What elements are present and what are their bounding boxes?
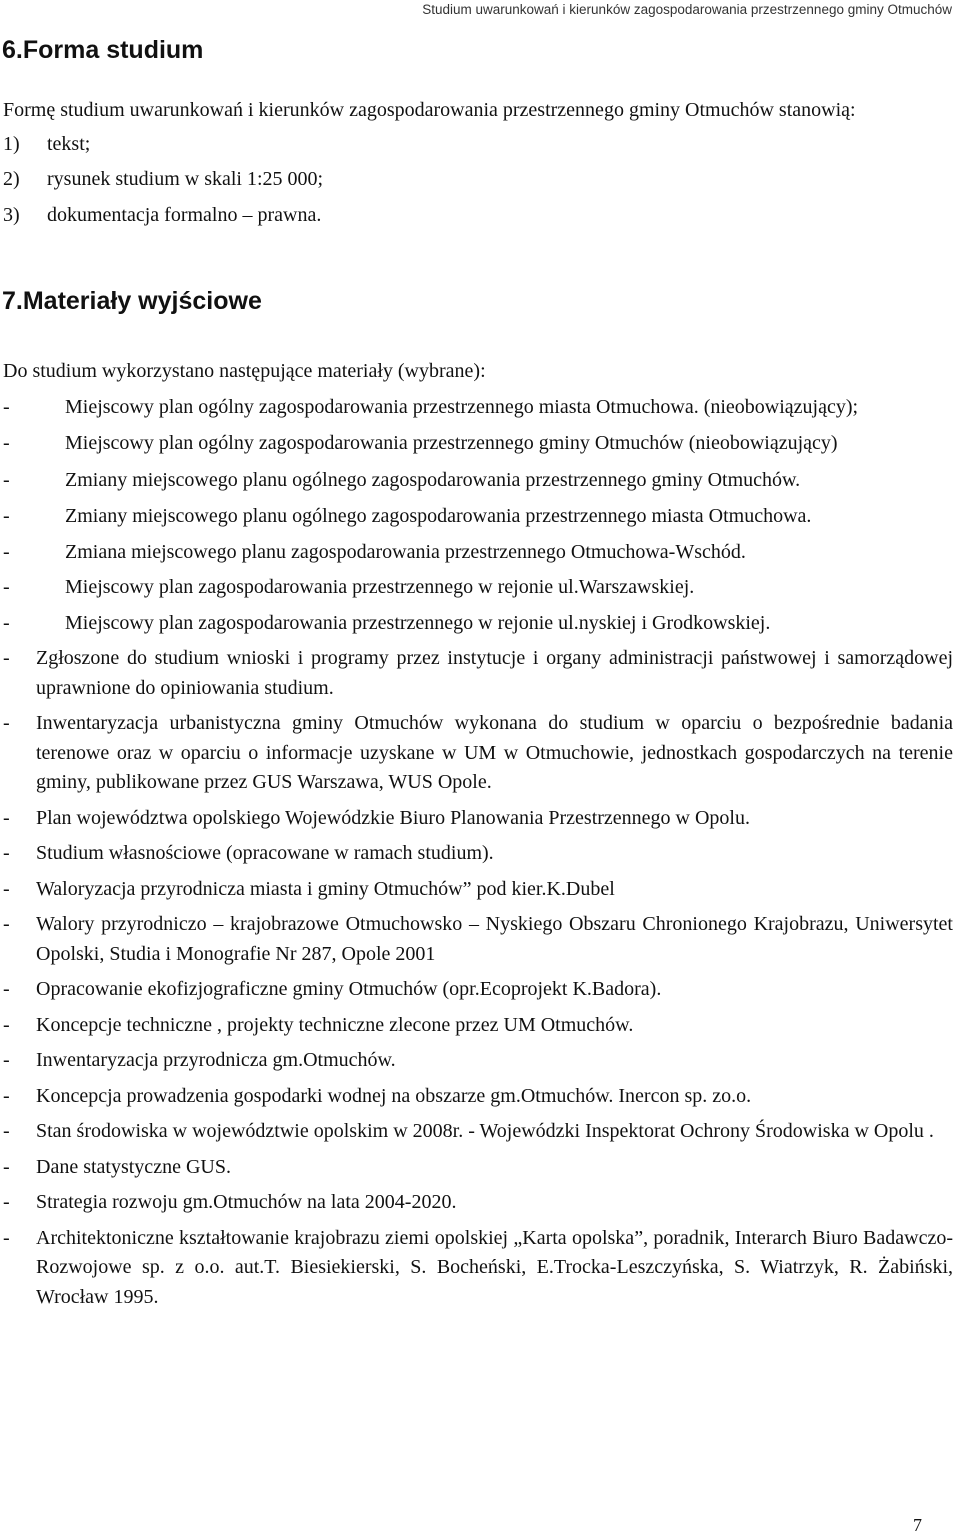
form-list-item xyxy=(3,165,953,195)
list-item-text: Inwentaryzacja urbanistyczna gminy Otmuchów wykonana do studium w oparciu o bezpośrednie badania terenowe oraz w oparciu o informacje uzyskane w UM w Otmuchowie, jednostkach gospodarczych na terenie gminy, publikowane przez GUS Warszawa, WUS Opole. xyxy=(36,712,953,793)
bullet-dash: - xyxy=(3,1120,10,1142)
bullet-dash: - xyxy=(3,806,10,829)
list-item xyxy=(3,573,953,603)
list-item-text: Inwentaryzacja przyrodnicza gm.Otmuchów. xyxy=(36,1049,396,1071)
list-item-text: Stan środowiska w województwie opolskim w 2008r. - Wojewódzki Inspektorat Ochrony Środowiska w Opolu . xyxy=(36,1120,934,1142)
bullet-dash: - xyxy=(3,1191,10,1213)
bullet-dash: - xyxy=(3,1049,10,1071)
list-item-text: Opracowanie ekofizjograficzne gminy Otmuchów (opr.Ecoprojekt K.Badora). xyxy=(36,978,662,1000)
section-7-intro: Do studium wykorzystano następujące materiały (wybrane): xyxy=(3,360,486,382)
running-header: Studium uwarunkowań i kierunków zagospodarowania przestrzennego gminy Otmuchów xyxy=(422,2,952,17)
list-item xyxy=(3,804,953,834)
bullet-dash: - xyxy=(3,842,10,864)
bullet-dash: - xyxy=(3,1226,10,1249)
form-list-item xyxy=(3,201,953,231)
list-item xyxy=(3,975,953,1005)
bullet-dash: - xyxy=(3,913,10,935)
list-item xyxy=(3,1011,953,1041)
form-list-item xyxy=(3,130,953,160)
form-list xyxy=(3,130,953,231)
bullet-dash: - xyxy=(3,432,10,454)
list-item xyxy=(3,1117,953,1147)
list-item-text: Koncepcja prowadzenia gospodarki wodnej na obszarze gm.Otmuchów. Inercon sp. zo.o. xyxy=(36,1084,752,1107)
bullet-dash: - xyxy=(3,1084,10,1107)
bullet-dash: - xyxy=(3,1155,10,1178)
list-item xyxy=(3,1046,953,1076)
bullet-dash: - xyxy=(3,505,10,527)
page-number: 7 xyxy=(913,1515,922,1535)
list-item-text: Miejscowy plan ogólny zagospodarowania przestrzennego miasta Otmuchowa. (nieobowiązujący); xyxy=(65,395,859,418)
list-item-text: Miejscowy plan ogólny zagospodarowania przestrzennego gminy Otmuchów (nieobowiązujący) xyxy=(65,432,838,454)
item-number: 1) xyxy=(3,132,20,155)
list-item-text: Plan województwa opolskiego Wojewódzkie Biuro Planowania Przestrzennego w Opolu. xyxy=(36,806,750,829)
list-item-text: Zmiany miejscowego planu ogólnego zagospodarowania przestrzennego gminy Otmuchów. xyxy=(65,468,801,491)
item-text: dokumentacja formalno – prawna. xyxy=(47,203,322,226)
section-6-heading: 6.Forma studium xyxy=(2,36,204,64)
list-item-text: Koncepcje techniczne , projekty techniczne zlecone przez UM Otmuchów. xyxy=(36,1013,634,1036)
list-item xyxy=(3,502,953,532)
bullet-dash: - xyxy=(3,576,10,598)
list-item-text: Waloryzacja przyrodnicza miasta i gminy Otmuchów” pod kier.K.Dubel xyxy=(36,877,615,900)
list-item-text: Strategia rozwoju gm.Otmuchów na lata 2004-2020. xyxy=(36,1191,457,1213)
section-7-heading: 7.Materiały wyjściowe xyxy=(2,287,262,315)
bullet-dash: - xyxy=(3,611,10,634)
bullet-dash: - xyxy=(3,1013,10,1036)
list-item xyxy=(3,709,953,798)
list-item xyxy=(3,609,953,639)
bullet-dash: - xyxy=(3,712,10,734)
bullet-dash: - xyxy=(3,540,10,563)
list-item-text: Miejscowy plan zagospodarowania przestrzennego w rejonie ul.nyskiej i Grodkowskiej. xyxy=(65,611,771,634)
section-7-body xyxy=(3,357,953,1312)
item-number: 3) xyxy=(3,203,20,226)
bullet-dash: - xyxy=(3,395,10,418)
list-item-text: Architektoniczne kształtowanie krajobrazu ziemi opolskiej „Karta opolska”, poradnik, Interarch Biuro Badawczo-Rozwojowe sp. z o.o. aut.T. Biesiekierski, S. Bocheński, E.Trocka-Leszczyńska, S. Wiatrzyk, R. Żabiński, Wrocław 1995. xyxy=(36,1226,953,1308)
list-item xyxy=(3,644,953,703)
list-item-text: Zmiany miejscowego planu ogólnego zagospodarowania przestrzennego miasta Otmuchowa. xyxy=(65,505,812,527)
bullet-dash: - xyxy=(3,468,10,491)
list-item-text: Walory przyrodniczo – krajobrazowe Otmuchowsko – Nyskiego Obszaru Chronionego Krajobrazu, Uniwersytet Opolski, Studia i Monografie Nr 287, Opole 2001 xyxy=(36,913,953,965)
list-item-text: Dane statystyczne GUS. xyxy=(36,1155,231,1178)
item-text: tekst; xyxy=(47,132,91,155)
list-item-text: Zgłoszone do studium wnioski i programy przez instytucje i organy administracji państwowej i samorządowej uprawnione do opiniowania studium. xyxy=(36,647,953,699)
list-item-text: Zmiana miejscowego planu zagospodarowania przestrzennego Otmuchowa-Wschód. xyxy=(65,540,746,563)
list-item-text: Miejscowy plan zagospodarowania przestrzennego w rejonie ul.Warszawskiej. xyxy=(65,576,695,598)
list-item xyxy=(3,839,953,869)
bullet-dash: - xyxy=(3,978,10,1000)
list-item-text: Studium własnościowe (opracowane w ramach studium). xyxy=(36,842,494,864)
list-item xyxy=(3,429,953,459)
list-item xyxy=(3,875,953,905)
item-number: 2) xyxy=(3,168,20,190)
section-6-intro: Formę studium uwarunkowań i kierunków zagospodarowania przestrzennego gminy Otmuchów stanowią: xyxy=(3,99,856,121)
list-item xyxy=(3,466,953,496)
list-item xyxy=(3,393,953,423)
list-item xyxy=(3,1224,953,1313)
list-item xyxy=(3,910,953,969)
materials-list xyxy=(3,393,953,1313)
item-text: rysunek studium w skali 1:25 000; xyxy=(47,168,324,190)
list-item xyxy=(3,1082,953,1112)
section-6-body xyxy=(3,96,953,230)
list-item xyxy=(3,1153,953,1183)
list-item xyxy=(3,538,953,568)
bullet-dash: - xyxy=(3,877,10,900)
bullet-dash: - xyxy=(3,647,10,669)
list-item xyxy=(3,1188,953,1218)
